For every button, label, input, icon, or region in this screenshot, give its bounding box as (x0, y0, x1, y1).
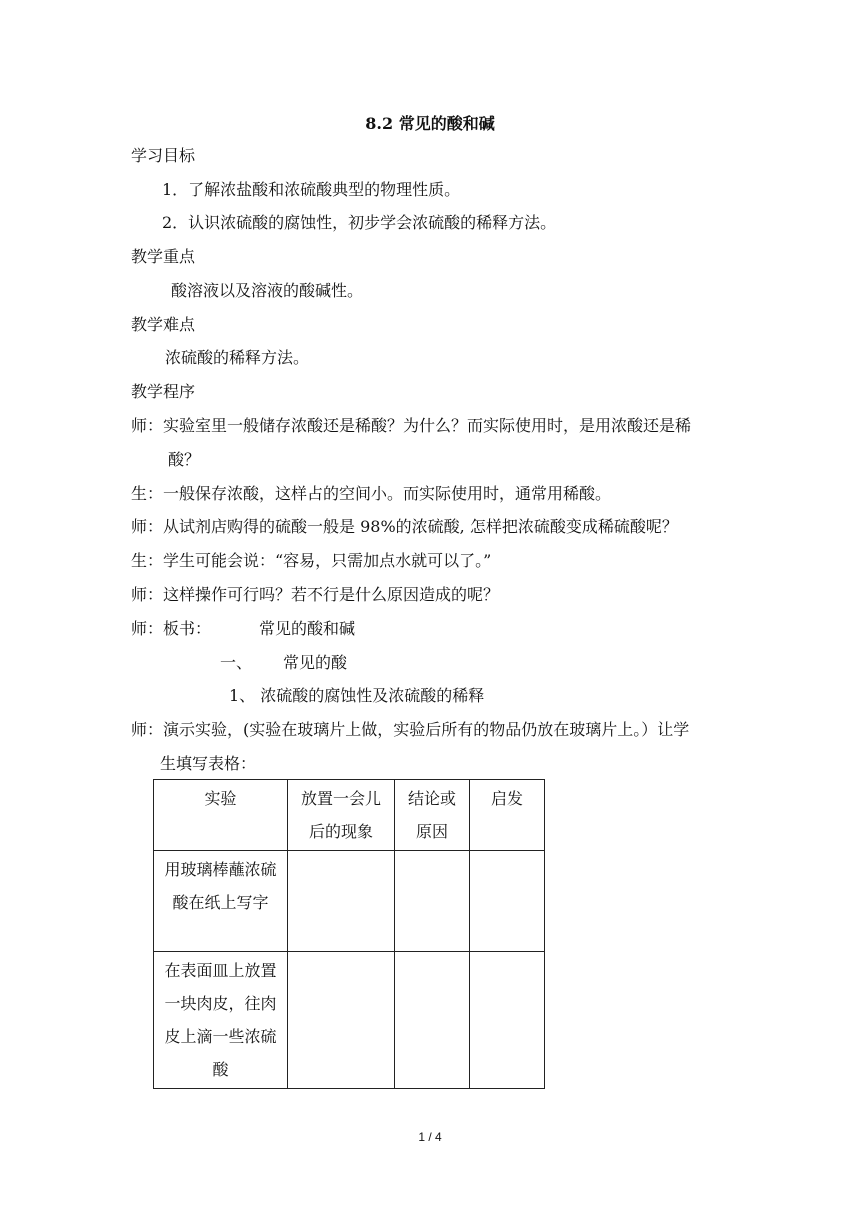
objective-item-2: 2．认识浓硫酸的腐蚀性，初步学会浓硫酸的稀释方法。 (162, 213, 557, 232)
table-header-cell: 结论或原因 (395, 780, 470, 851)
table-cell (288, 952, 395, 1089)
table-cell (470, 952, 545, 1089)
table-cell (288, 851, 395, 952)
table-cell (395, 851, 470, 952)
table-cell (395, 952, 470, 1089)
table-row (154, 851, 545, 952)
table-cell: 用玻璃棒蘸浓硫酸在纸上写字 (154, 851, 288, 952)
section-heading-difficulties: 教学难点 (131, 315, 196, 334)
page-title: 8.2 常见的酸和碱 (365, 114, 495, 133)
table-header-cell: 启发 (470, 780, 545, 851)
page-number: 1 / 4 (418, 1130, 442, 1144)
table-cell: 在表面皿上放置一块肉皮，往肉皮上滴一些浓硫酸 (154, 952, 288, 1089)
dialogue-line: 生：学生可能会说：“容易，只需加点水就可以了。” (131, 551, 492, 570)
dialogue-line: 师：从试剂店购得的硫酸一般是 98%的浓硫酸, 怎样把浓硫酸变成稀硫酸呢？ (131, 517, 678, 536)
board-writing-label: 师：板书： (131, 619, 212, 638)
dialogue-line-continuation: 生填写表格： (160, 754, 257, 773)
dialogue-line: 生：一般保存浓酸，这样占的空间小。而实际使用时，通常用稀酸。 (131, 484, 612, 503)
key-point-text: 酸溶液以及溶液的酸碱性。 (171, 281, 364, 300)
table-row (154, 952, 545, 1089)
table-header-row (154, 780, 545, 851)
table-header-cell: 实验 (154, 780, 288, 851)
board-writing-title: 常见的酸和碱 (259, 619, 356, 638)
section-heading-key-points: 教学重点 (131, 247, 196, 266)
objective-item-1: 1．了解浓盐酸和浓硫酸典型的物理性质。 (162, 180, 461, 199)
experiment-table (153, 779, 545, 1089)
difficulty-text: 浓硫酸的稀释方法。 (165, 348, 310, 367)
dialogue-line: 师：实验室里一般储存浓酸还是稀酸？为什么？而实际使用时，是用浓酸还是稀 (131, 416, 692, 435)
section-heading-procedure: 教学程序 (131, 382, 196, 401)
dialogue-line-continuation: 酸？ (168, 450, 201, 469)
outline-heading: 常见的酸 (283, 653, 348, 672)
table-cell (470, 851, 545, 952)
section-heading-objectives: 学习目标 (131, 146, 196, 165)
outline-numeral: 一、 (220, 653, 253, 672)
table-header-cell: 放置一会儿后的现象 (288, 780, 395, 851)
outline-subheading: 1、 浓硫酸的腐蚀性及浓硫酸的稀释 (229, 686, 485, 705)
dialogue-line: 师：这样操作可行吗？若不行是什么原因造成的呢？ (131, 585, 500, 604)
dialogue-line: 师：演示实验，(实验在玻璃片上做，实验后所有的物品仍放在玻璃片上。）让学 (131, 720, 690, 739)
